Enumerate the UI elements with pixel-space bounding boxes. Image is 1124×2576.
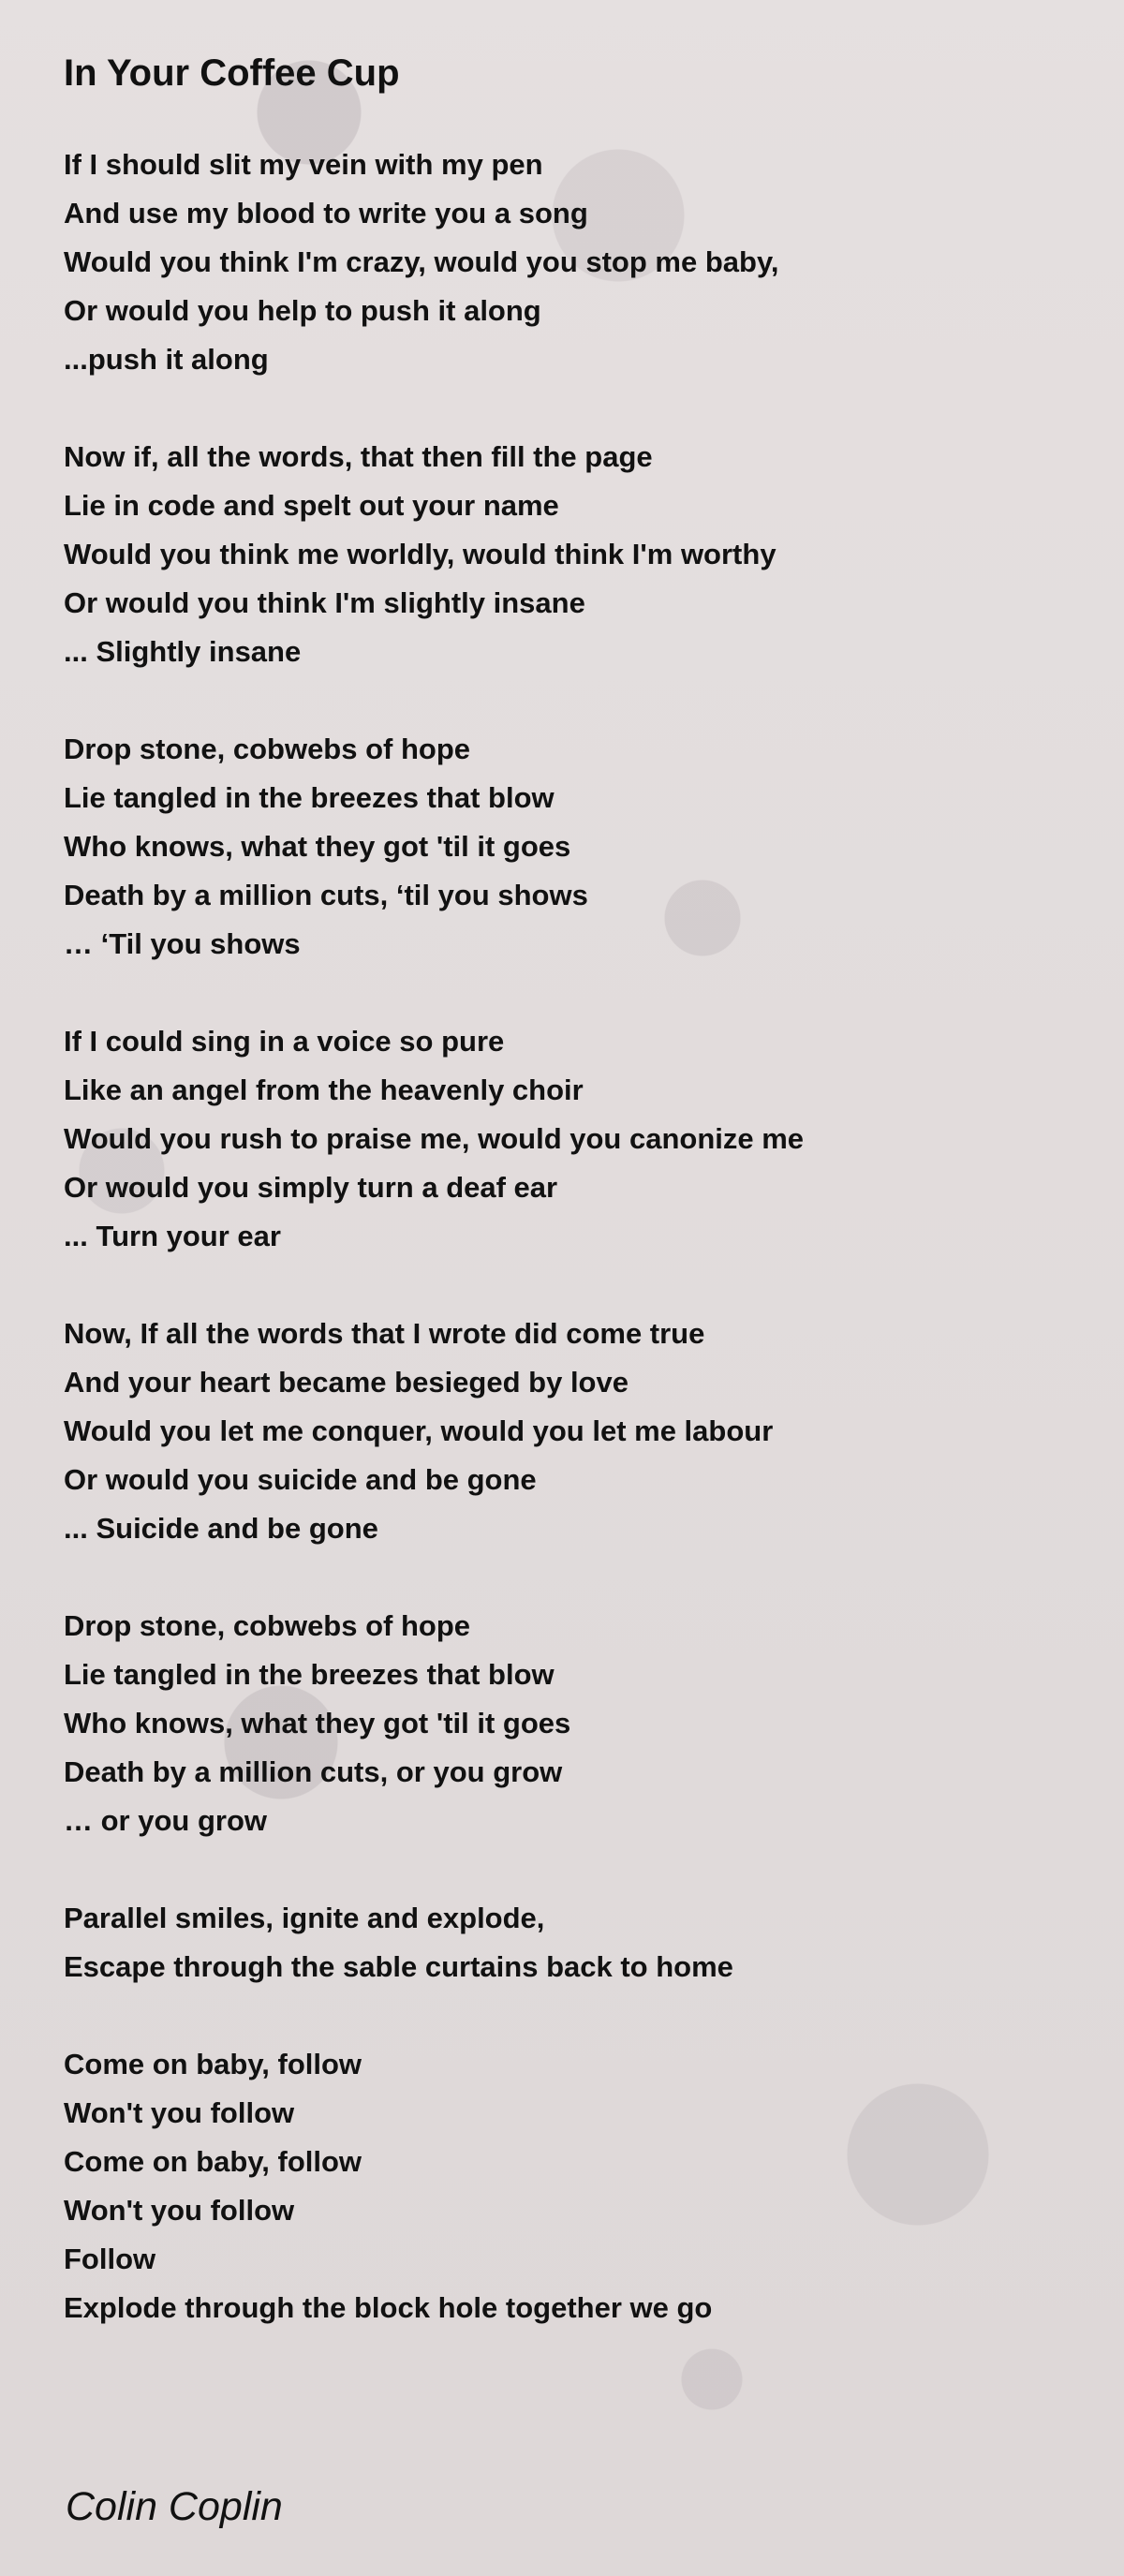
poem-line: Come on baby, follow [64, 2145, 362, 2178]
poem-line: Or would you simply turn a deaf ear [64, 1171, 558, 1204]
poem-line: Would you think me worldly, would think I'm worthy [64, 538, 776, 570]
poem-line: Lie tangled in the breezes that blow [64, 781, 555, 814]
poem-line: Come on baby, follow [64, 2048, 362, 2080]
stanza [64, 1894, 1057, 1991]
poem-line: Lie in code and spelt out your name [64, 489, 559, 522]
stanza [64, 1310, 1057, 1553]
poem-line: And use my blood to write you a song [64, 197, 588, 229]
poem-line: ... Slightly insane [64, 635, 302, 668]
poem-line: Would you rush to praise me, would you canonize me [64, 1122, 805, 1155]
poem-line: ...push it along [64, 343, 269, 376]
poem-line: Follow [64, 2243, 156, 2275]
poem-line: Now if, all the words, that then fill the page [64, 440, 653, 473]
poem-line: Or would you think I'm slightly insane [64, 586, 585, 619]
poem-line: Who knows, what they got 'til it goes [64, 1707, 571, 1740]
poem-line: Drop stone, cobwebs of hope [64, 1609, 471, 1642]
poem-line: And your heart became besieged by love [64, 1366, 629, 1399]
poem-line: Death by a million cuts, or you grow [64, 1755, 563, 1788]
poem-line: If I could sing in a voice so pure [64, 1025, 505, 1058]
poem-line: Won't you follow [64, 2096, 295, 2129]
stanza [64, 1602, 1057, 1845]
stanza [64, 2040, 1057, 2332]
poem-title: In Your Coffee Cup [64, 52, 400, 94]
stanza [64, 433, 1057, 676]
poem-line: Escape through the sable curtains back to home [64, 1950, 733, 1983]
poem-line: Would you let me conquer, would you let me labour [64, 1414, 774, 1447]
poem-line: Who knows, what they got 'til it goes [64, 830, 571, 863]
poem-line: Like an angel from the heavenly choir [64, 1073, 584, 1106]
poem-line: ... Suicide and be gone [64, 1512, 378, 1545]
poem-body [64, 141, 1057, 2381]
poem-line: Drop stone, cobwebs of hope [64, 733, 471, 765]
poem-line: Lie tangled in the breezes that blow [64, 1658, 555, 1691]
stanza [64, 141, 1057, 384]
poem-line: Would you think I'm crazy, would you stop me baby, [64, 245, 779, 278]
poem-line: Now, If all the words that I wrote did come true [64, 1317, 705, 1350]
poem-line: Explode through the block hole together we go [64, 2291, 713, 2324]
author-name: Colin Coplin [66, 2484, 283, 2529]
poem-line: Or would you suicide and be gone [64, 1463, 537, 1496]
poem-line: ... Turn your ear [64, 1220, 281, 1252]
poem-line: Won't you follow [64, 2194, 295, 2227]
poem-line: Parallel smiles, ignite and explode, [64, 1902, 545, 1934]
poem-line: … or you grow [64, 1804, 267, 1837]
poem-line: If I should slit my vein with my pen [64, 148, 543, 181]
stanza [64, 1017, 1057, 1261]
stanza [64, 725, 1057, 969]
poem-line: … ‘Til you shows [64, 927, 301, 960]
poem-line: Death by a million cuts, ‘til you shows [64, 879, 588, 911]
poem-line: Or would you help to push it along [64, 294, 541, 327]
